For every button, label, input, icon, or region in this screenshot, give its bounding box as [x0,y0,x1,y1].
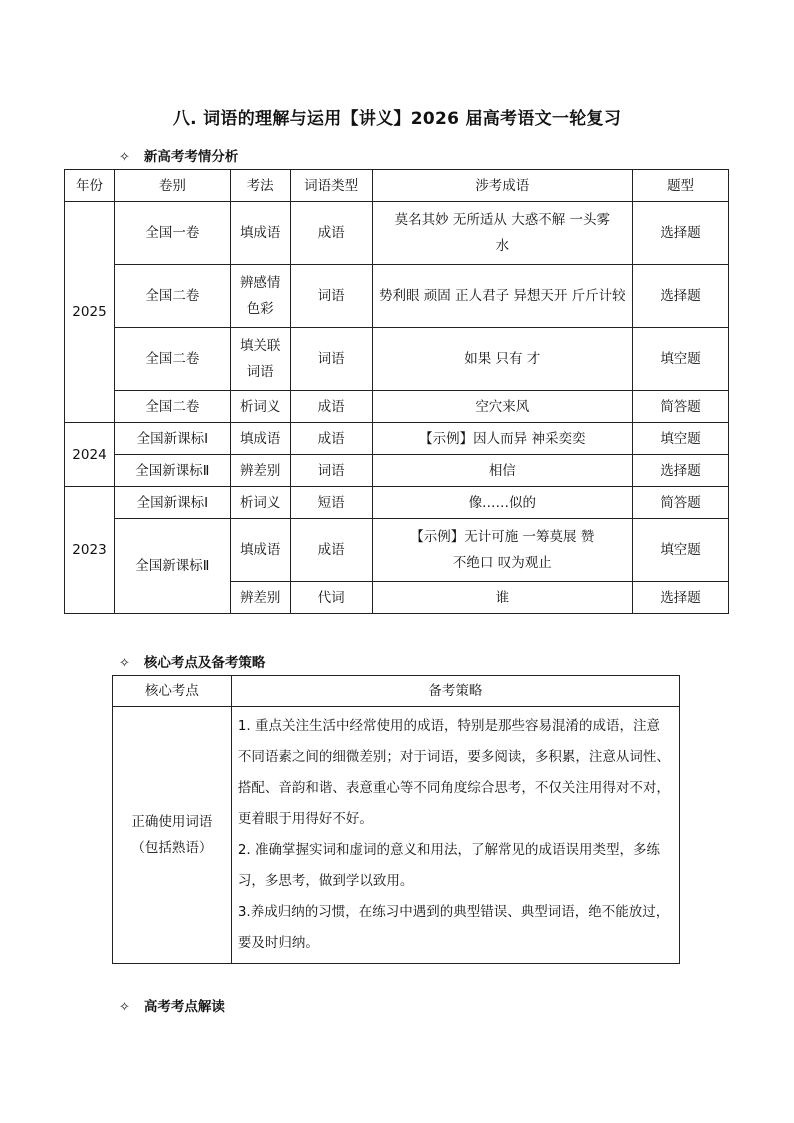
core-point-cell: 正确使用词语（包括熟语） [113,707,232,964]
table-row [65,487,729,519]
column-header: 考法 [230,170,290,202]
strategy-cell [231,707,679,964]
diamond-bullet-icon: ✧ [119,656,130,671]
paper-cell: 全国二卷 [114,391,230,423]
table-header-row [113,676,680,707]
items-cell: 像……似的 [372,487,633,519]
method-cell: 析词义 [230,487,290,519]
items-cell: 【示例】因人而异 神采奕奕 [372,423,633,455]
items-cell: 空穴来风 [372,391,633,423]
strategy-item: 3.养成归纳的习惯，在练习中遇到的典型错误、典型词语，绝不能放过，要及时归纳。 [237,904,670,951]
strategy-item: 1. 重点关注生活中经常使用的成语，特别是那些容易混淆的成语，注意不同语素之间的细微差别；对于词语，要多阅读，多积累，注意从词性、搭配、音韵和谐、表意重心等不同角度综合思考，不仅关注用得对不对，更着眼于用得好不好。 [237,718,670,827]
paper-cell: 全国新课标Ⅱ [114,455,230,487]
paper-cell: 全国新课标Ⅰ [114,487,230,519]
type-cell: 成语 [290,391,372,423]
format-cell: 选择题 [633,455,729,487]
items-cell: 如果 只有 才 [372,328,633,391]
type-cell: 代词 [290,582,372,614]
format-cell: 简答题 [633,391,729,423]
year-cell: 2023 [65,487,115,614]
column-header: 词语类型 [290,170,372,202]
column-header: 涉考成语 [372,170,633,202]
type-cell: 成语 [290,519,372,582]
section-label: 核心考点及备考策略 [143,655,266,671]
method-cell: 辨差别 [230,455,290,487]
paper-cell: 全国新课标Ⅱ [114,519,230,614]
section-heading-exam-analysis [119,145,238,165]
year-cell: 2025 [65,202,115,423]
method-cell: 辨差别 [230,582,290,614]
table-row [65,391,729,423]
table-row [65,328,729,391]
paper-cell: 全国一卷 [114,202,230,265]
table-row [65,455,729,487]
column-header: 卷别 [114,170,230,202]
table-row [65,423,729,455]
format-cell: 填空题 [633,519,729,582]
type-cell: 短语 [290,487,372,519]
method-cell: 填关联词语 [230,328,290,391]
section-label: 新高考考情分析 [143,149,239,165]
items-cell: 【示例】无计可施 一筹莫展 赞不绝口 叹为观止 [372,519,633,582]
table-row [113,707,680,964]
method-cell: 填成语 [230,202,290,265]
type-cell: 词语 [290,455,372,487]
type-cell: 成语 [290,423,372,455]
paper-cell: 全国二卷 [114,265,230,328]
format-cell: 简答题 [633,487,729,519]
core-points-table [112,675,680,964]
type-cell: 词语 [290,328,372,391]
table-row [65,519,729,582]
method-cell: 填成语 [230,519,290,582]
format-cell: 选择题 [633,202,729,265]
column-header: 核心考点 [113,676,232,707]
year-cell: 2024 [65,423,115,487]
items-cell: 谁 [372,582,633,614]
type-cell: 成语 [290,202,372,265]
column-header: 年份 [65,170,115,202]
type-cell: 词语 [290,265,372,328]
column-header: 题型 [633,170,729,202]
diamond-bullet-icon: ✧ [119,150,130,165]
table-header-row [65,170,729,202]
items-cell: 莫名其妙 无所适从 大惑不解 一头雾水 [372,202,633,265]
format-cell: 填空题 [633,423,729,455]
method-cell: 填成语 [230,423,290,455]
diamond-bullet-icon: ✧ [119,1000,130,1015]
method-cell: 辨感情色彩 [230,265,290,328]
method-cell: 析词义 [230,391,290,423]
column-header: 备考策略 [231,676,679,707]
format-cell: 选择题 [633,265,729,328]
section-label: 高考考点解读 [143,999,225,1015]
paper-cell: 全国二卷 [114,328,230,391]
format-cell: 填空题 [633,328,729,391]
strategy-item: 2. 准确掌握实词和虚词的意义和用法，了解常见的成语误用类型，多练习，多思考，做到学以致用。 [237,842,660,889]
items-cell: 势利眼 顽固 正人君子 异想天开 斤斤计较 [372,265,633,328]
table-row [65,265,729,328]
format-cell: 选择题 [633,582,729,614]
paper-cell: 全国新课标Ⅰ [114,423,230,455]
table-row [65,202,729,265]
section-heading-core-points [119,651,265,671]
section-heading-interpretation [119,995,225,1015]
page-title: 八. 词语的理解与运用【讲义】2026 届高考语文一轮复习 [172,109,622,129]
exam-analysis-table [64,169,729,614]
items-cell: 相信 [372,455,633,487]
